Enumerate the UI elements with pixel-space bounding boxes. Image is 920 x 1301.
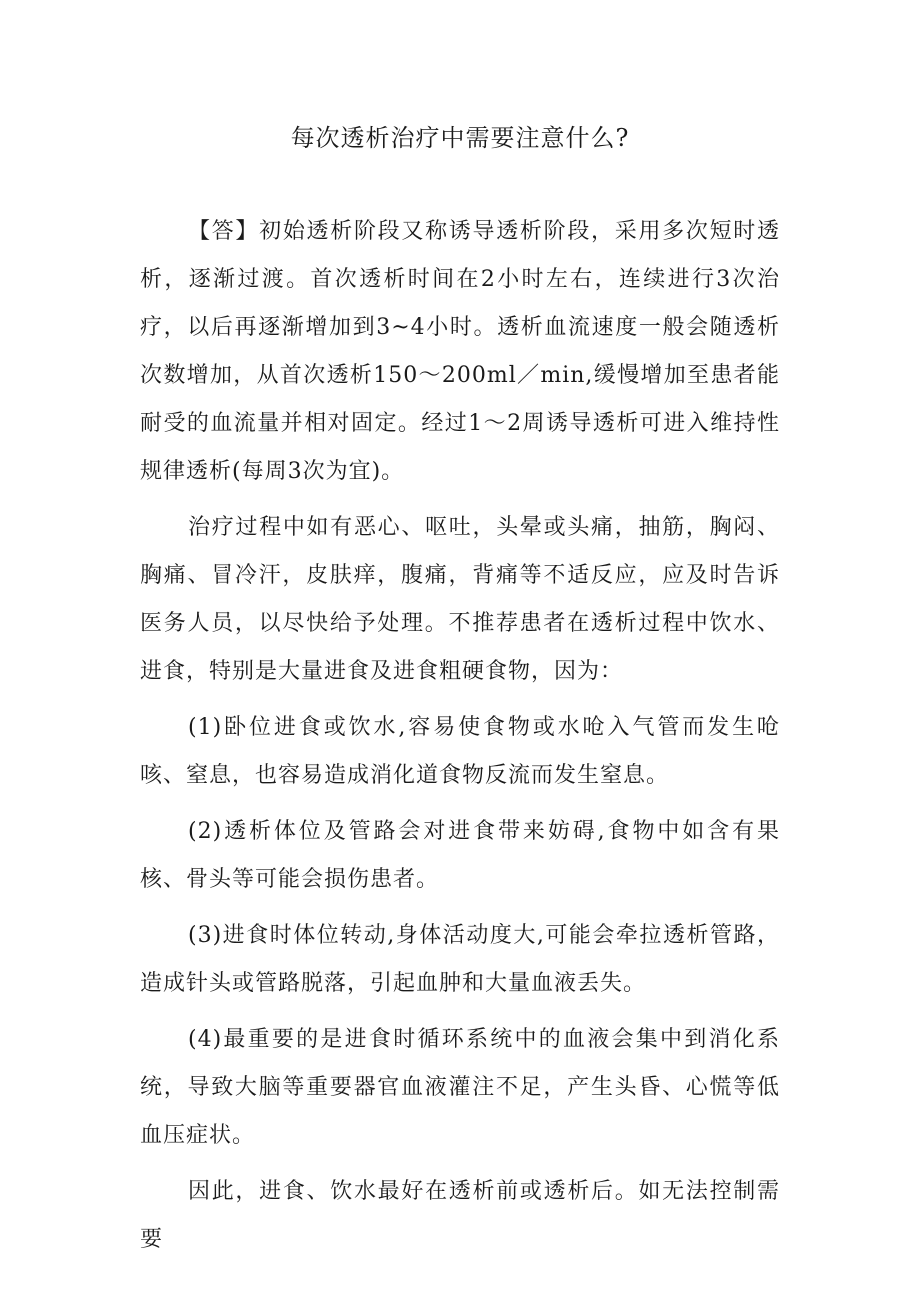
document-title: 每次透析治疗中需要注意什么? <box>290 124 630 152</box>
paragraph-conclusion: 因此，进食、饮水最好在透析前或透析后。如无法控制需要 <box>140 1179 780 1252</box>
paragraph-reason-4: (4)最重要的是进食时循环系统中的血液会集中到消化系统，导致大脑等重要器官血液灌注不足，产生头昏、心慌等低血压症状。 <box>140 1027 780 1148</box>
paragraph-answer-intro: 【答】初始透析阶段又称诱导透析阶段，采用多次短时透析，逐渐过渡。首次透析时间在2小时左右，连续进行3次治疗，以后再逐渐增加到3~4小时。透析血流速度一般会随透析次数增加，从首次透析150～200ml／min,缓慢增加至患者能耐受的血流量并相对固定。经过1～2周诱导透析可进入维持性规律透析(每周3次为宜)。 <box>140 219 780 484</box>
paragraph-discomfort-advice: 治疗过程中如有恶心、呕吐，头晕或头痛，抽筋，胸闷、胸痛、冒冷汗，皮肤痒，腹痛，背痛等不适反应，应及时告诉医务人员，以尽快给予处理。不推荐患者在透析过程中饮水、进食，特别是大量进食及进食粗硬食物，因为： <box>140 515 780 684</box>
document-body <box>140 208 780 1272</box>
paragraph-reason-1: (1)卧位进食或饮水,容易使食物或水呛入气管而发生呛咳、窒息，也容易造成消化道食物反流而发生窒息。 <box>140 715 780 788</box>
paragraph-reason-2: (2)透析体位及管路会对进食带来妨碍,食物中如含有果核、骨头等可能会损伤患者。 <box>140 819 780 892</box>
paragraph-reason-3: (3)进食时体位转动,身体活动度大,可能会牵拉透析管路，造成针头或管路脱落，引起血肿和大量血液丢失。 <box>140 923 780 996</box>
